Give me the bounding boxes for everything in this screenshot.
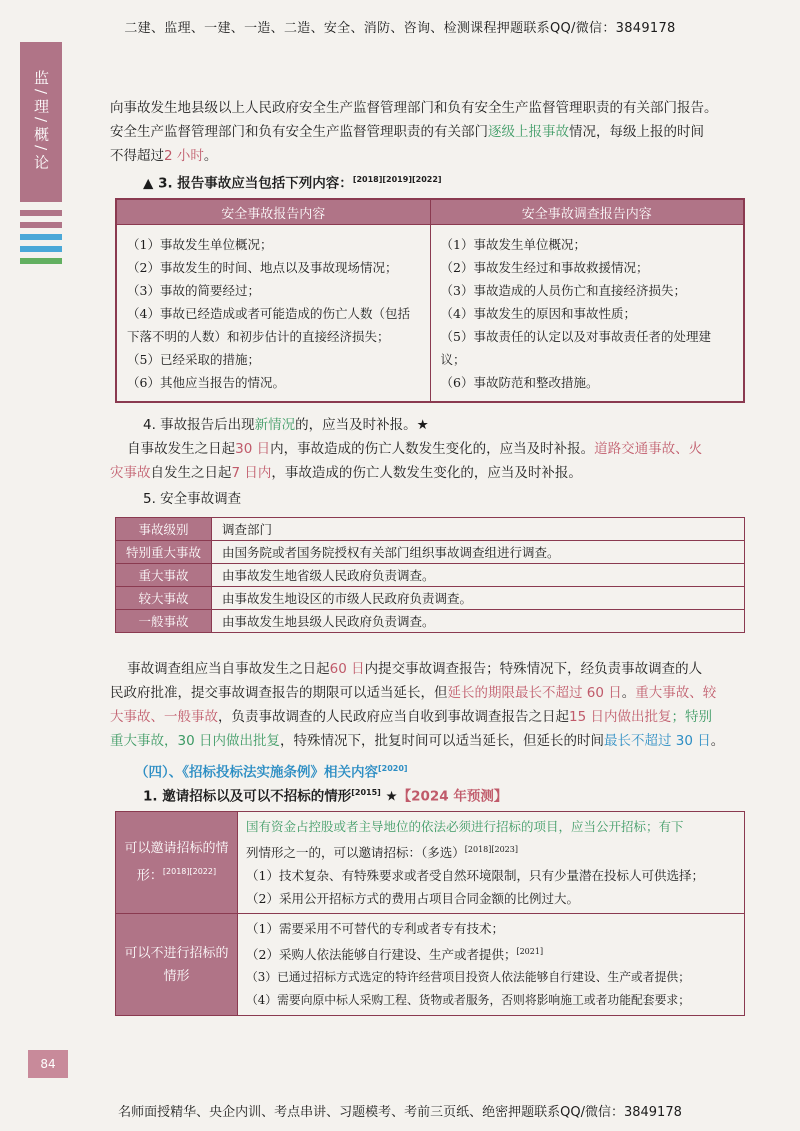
section-3-title bbox=[143, 168, 783, 196]
table-row bbox=[116, 914, 745, 1016]
list-item: （3）事故的简要经过； bbox=[127, 282, 260, 298]
section-41-title bbox=[143, 781, 783, 809]
list-item: （3）事故造成的人员伤亡和直接经济损失； bbox=[440, 282, 686, 298]
table-row bbox=[116, 518, 745, 541]
list-item: （2）采用公开招标方式的费用占项目合同金额的比例过大。 bbox=[246, 891, 579, 907]
highlight: 大事故、一般事故 bbox=[110, 709, 218, 725]
no-bid-conditions bbox=[238, 914, 745, 1016]
list-item: （2）事故发生的时间、地点以及事故现场情况； bbox=[127, 259, 398, 275]
highlight: 30 日 bbox=[235, 441, 271, 457]
highlight: 15 日内做出批复 bbox=[569, 709, 672, 725]
level-cell: 特别重大事故 bbox=[116, 541, 212, 564]
highlight: 道路交通事故、火 bbox=[594, 441, 703, 457]
highlight: 重大事故，30 日内做出批复 bbox=[110, 733, 280, 749]
table-row bbox=[116, 541, 745, 564]
list-item: （3）已通过招标方式选定的特许经营项目投资人依法能够自行建设、生产或者提供； bbox=[246, 970, 690, 985]
text-line: 情况，每级上报的时间 bbox=[569, 124, 704, 140]
year-tag: [2015] bbox=[351, 788, 381, 797]
list-item: 国有资金占控股或者主导地位的依法必须进行招标的项目，应当公开招标；有下 bbox=[246, 819, 684, 834]
investigation-paragraph bbox=[110, 657, 750, 753]
year-tag: [2020] bbox=[378, 764, 408, 773]
table-row bbox=[116, 564, 745, 587]
year-tag: [2018][2019][2022] bbox=[352, 175, 442, 184]
text: （2）采购人依法能够自行建设、生产或者提供； bbox=[246, 947, 517, 963]
year-tag: [2018][2022] bbox=[162, 867, 217, 877]
text: 自发生之日起 bbox=[150, 465, 232, 481]
list-item: （5）已经采取的措施； bbox=[127, 351, 260, 367]
text-line: 。 bbox=[203, 148, 218, 164]
text: 。 bbox=[710, 733, 725, 749]
page-header: 二建、监理、一建、一造、二造、安全、消防、咨询、检测课程押题联系QQ/微信：3849178 bbox=[124, 21, 676, 36]
intro-paragraph bbox=[110, 96, 750, 168]
table-header: 安全事故报告内容 bbox=[116, 199, 430, 225]
list-item: （4）事故发生的原因和事故性质； bbox=[440, 305, 636, 321]
text: 。 bbox=[621, 685, 636, 701]
list-item: （4）需要向原中标人采购工程、货物或者服务，否则将影响施工或者功能配套要求； bbox=[246, 993, 690, 1008]
chapter-side-tab: 监/理/概/论 bbox=[20, 42, 62, 202]
side-stripe bbox=[20, 222, 62, 228]
text: 的，应当及时补报。★ bbox=[295, 417, 429, 433]
bidding-table bbox=[115, 811, 745, 1016]
list-item bbox=[246, 838, 736, 864]
text: 内，事故造成的伤亡人数发生变化的，应当及时补报。 bbox=[270, 441, 595, 457]
section-4-title bbox=[143, 413, 783, 437]
side-stripe bbox=[20, 258, 62, 264]
year-tag: [2018][2023] bbox=[464, 845, 518, 854]
level-cell: 重大事故 bbox=[116, 564, 212, 587]
list-item: （1）事故发生单位概况； bbox=[440, 236, 586, 252]
list-item bbox=[246, 940, 736, 966]
dept-cell: 由事故发生地省级人民政府负责调查。 bbox=[212, 564, 745, 587]
text-line: 安全生产监督管理部门和负有安全生产监督管理职责的有关部门 bbox=[110, 124, 488, 140]
key-text: 可以邀请招标的情形： bbox=[124, 841, 229, 884]
accident-investigation-table bbox=[115, 517, 745, 633]
table-row bbox=[116, 610, 745, 633]
text: 列情形之一的，可以邀请招标：（多选） bbox=[246, 845, 465, 861]
text: ，负责事故调查的人民政府应当自收到事故调查报告之日起 bbox=[218, 709, 569, 725]
invite-bid-key bbox=[116, 812, 238, 914]
level-cell: 事故级别 bbox=[116, 518, 212, 541]
highlight: 最长不超过 30 日 bbox=[603, 733, 711, 749]
text: 民政府批准，提交事故调查报告的期限可以适当延长，但 bbox=[110, 685, 448, 701]
text: ，特殊情况下，批复时间可以适当延长，但延长的时间 bbox=[279, 733, 604, 749]
list-item: （6）事故防范和整改措施。 bbox=[440, 374, 599, 390]
invite-bid-conditions bbox=[238, 812, 745, 914]
list-item: （5）事故责任的认定以及对事故责任者的处理建议； bbox=[440, 328, 711, 367]
no-bid-key: 可以不进行招标的情形 bbox=[116, 914, 238, 1016]
highlight: 灾事故 bbox=[110, 465, 151, 481]
highlight: 逐级上报事故 bbox=[488, 124, 569, 140]
text: 内提交事故调查报告；特殊情况下，经负责事故调查的人 bbox=[364, 661, 703, 677]
list-item: （1）技术复杂、有特殊要求或者受自然环境限制，只有少量潜在投标人可供选择； bbox=[246, 868, 704, 884]
table-row bbox=[116, 587, 745, 610]
dept-cell: 调查部门 bbox=[212, 518, 745, 541]
title-text: ▲ 3. 报告事故应当包括下列内容： bbox=[143, 175, 353, 192]
page-footer: 名师面授精华、央企内训、考点串讲、习题模考、考前三页纸、绝密押题联系QQ/微信：3849178 bbox=[118, 1105, 682, 1120]
star-icon: ★ bbox=[385, 788, 398, 805]
side-stripe bbox=[20, 210, 62, 216]
highlight: 重大事故、较 bbox=[635, 685, 717, 701]
text: ，事故造成的伤亡人数发生变化的，应当及时补报。 bbox=[271, 465, 582, 481]
highlight: 60 日 bbox=[329, 661, 365, 677]
highlight: 7 日内 bbox=[231, 465, 272, 481]
heading-text: （四）、《招标投标法实施条例》相关内容 bbox=[135, 764, 378, 781]
table-header: 安全事故调查报告内容 bbox=[430, 199, 744, 225]
page-number: 84 bbox=[28, 1050, 68, 1078]
highlight: ；特别 bbox=[671, 709, 712, 725]
text: 4. 事故报告后出现 bbox=[143, 417, 255, 433]
list-item: （2）事故发生经过和事故救援情况； bbox=[440, 259, 649, 275]
list-item: （4）事故已经造成或者可能造成的伤亡人数（包括下落不明的人数）和初步估计的直接经济损失； bbox=[127, 305, 410, 344]
list-item: （1）需要采用不可替代的专利或者专有技术； bbox=[246, 921, 504, 937]
dept-cell: 由事故发生地县级人民政府负责调查。 bbox=[212, 610, 745, 633]
section-5-title: 5. 安全事故调查 bbox=[143, 491, 242, 507]
year-tag: [2021] bbox=[516, 947, 544, 957]
level-cell: 较大事故 bbox=[116, 587, 212, 610]
list-item: （1）事故发生单位概况； bbox=[127, 236, 273, 252]
text: 自事故发生之日起 bbox=[127, 441, 236, 457]
table-row bbox=[116, 812, 745, 914]
investigation-contents-cell bbox=[430, 225, 744, 403]
dept-cell: 由事故发生地设区的市级人民政府负责调查。 bbox=[212, 587, 745, 610]
text-line: 向事故发生地县级以上人民政府安全生产监督管理部门和负有安全生产监督管理职责的有关部门报告。 bbox=[110, 100, 718, 116]
prediction-tag: 【2024 年预测】 bbox=[397, 788, 508, 805]
list-item: （6）其他应当报告的情况。 bbox=[127, 374, 285, 390]
side-stripe bbox=[20, 246, 62, 252]
highlight: 2 小时 bbox=[164, 148, 204, 164]
report-contents-cell bbox=[116, 225, 430, 403]
text-line: 不得超过 bbox=[110, 148, 164, 164]
text: 事故调查组应当自事故发生之日起 bbox=[127, 661, 330, 677]
accident-report-table bbox=[115, 198, 745, 403]
level-cell: 一般事故 bbox=[116, 610, 212, 633]
section-4-paragraph bbox=[110, 437, 750, 485]
highlight: 延长的期限最长不超过 60 日 bbox=[447, 685, 622, 701]
dept-cell: 由国务院或者国务院授权有关部门组织事故调查组进行调查。 bbox=[212, 541, 745, 564]
highlight: 新情况 bbox=[254, 417, 296, 433]
side-stripe bbox=[20, 234, 62, 240]
title-text: 1. 邀请招标以及可以不招标的情形 bbox=[143, 788, 352, 805]
